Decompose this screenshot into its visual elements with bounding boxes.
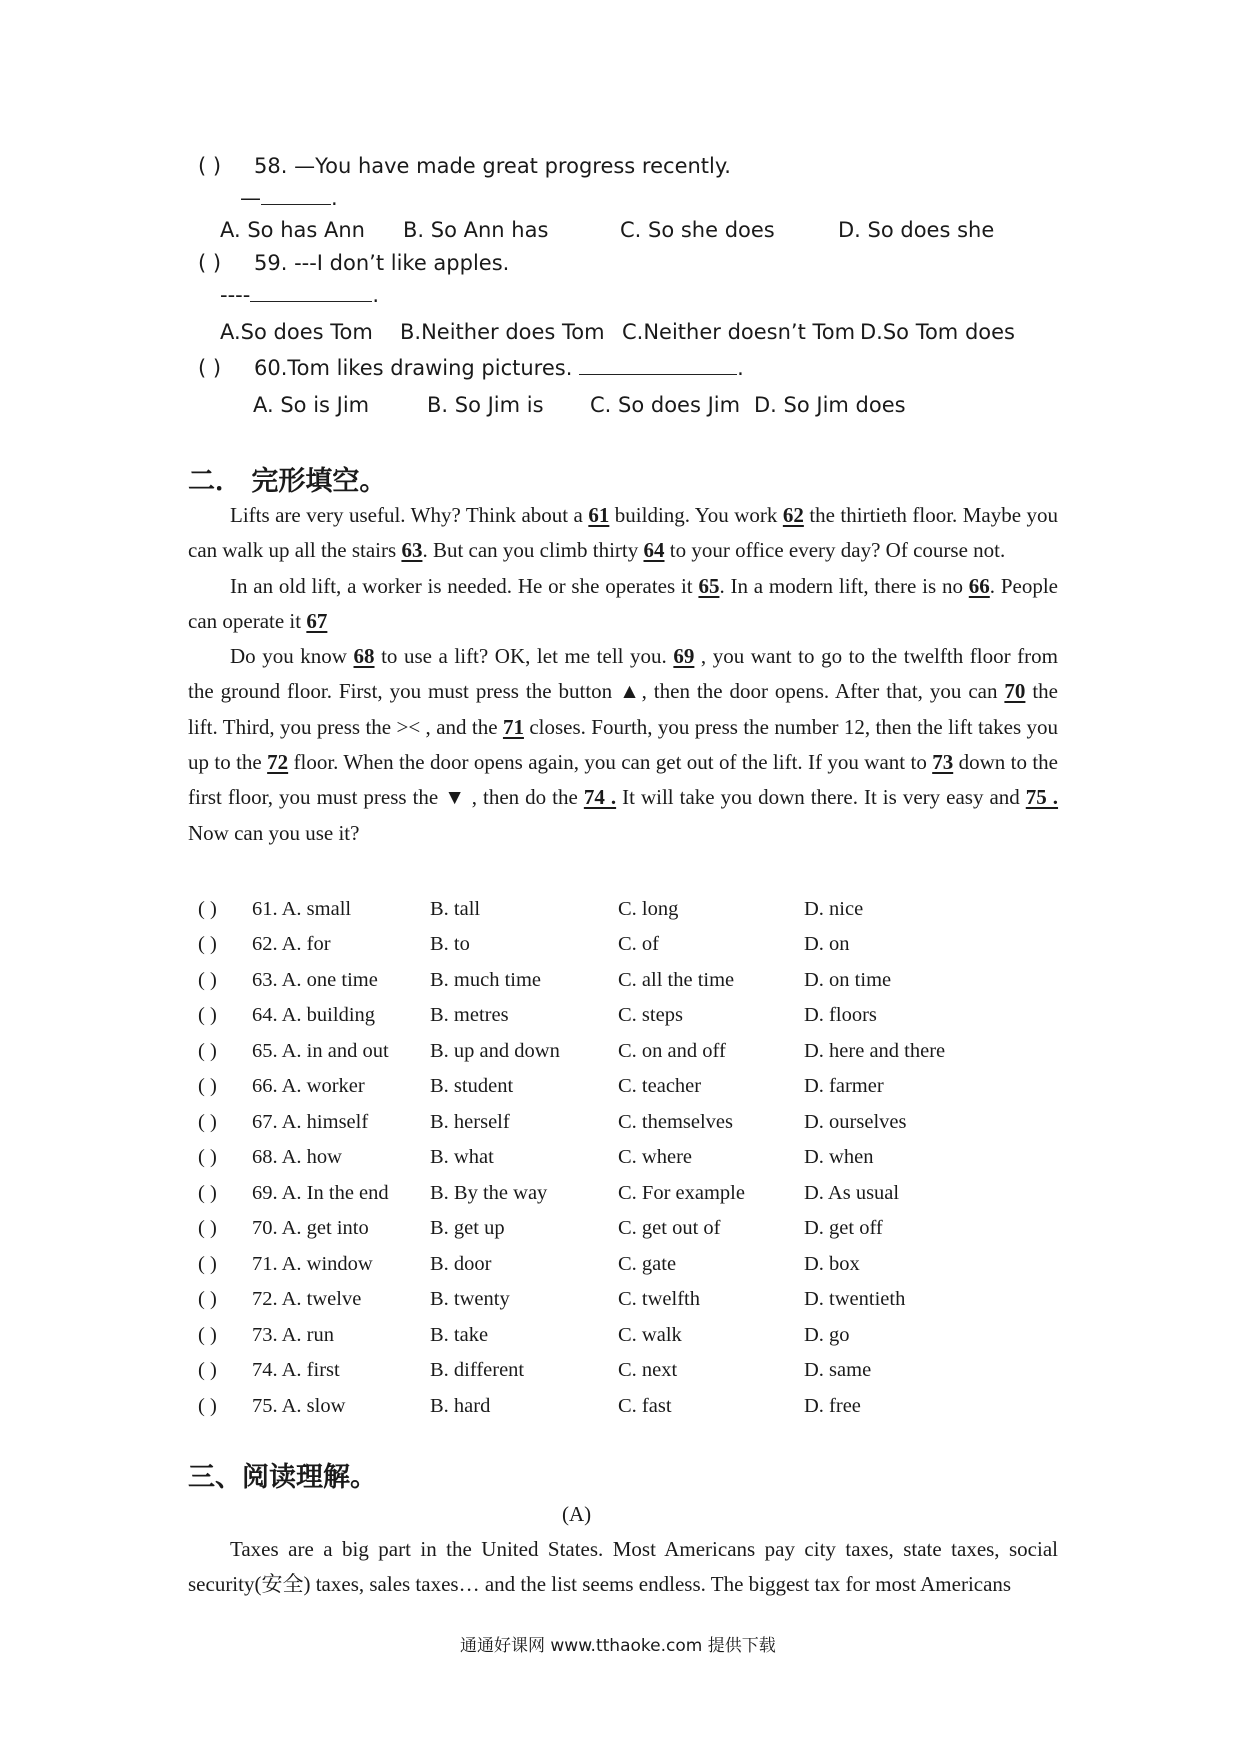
option-60-a: A. So is Jim <box>253 393 370 417</box>
answer-paren: ( ) <box>198 1253 217 1275</box>
passage-text: the thirtieth floor. Maybe you can walk up all the stairs <box>188 503 1058 563</box>
blank-number: 61 <box>588 503 610 527</box>
blank-number: 72 <box>267 750 289 775</box>
option-d: D. free <box>804 1395 861 1417</box>
answer-paren: ( ) <box>198 1004 217 1026</box>
option-b: B. metres <box>430 1004 509 1026</box>
option-d: D. As usual <box>804 1182 900 1204</box>
option-d: D. get off <box>804 1217 883 1239</box>
option-b: B. what <box>430 1146 494 1168</box>
option-b: B. much time <box>430 969 542 991</box>
answer-paren: ( ) <box>198 1040 217 1062</box>
option-c: C. For example <box>618 1182 745 1204</box>
option-d: D. on <box>804 933 850 955</box>
option-60-d: D. So Jim does <box>754 393 906 417</box>
option-b: B. student <box>430 1075 514 1097</box>
answer-paren: ( ) <box>198 1217 217 1239</box>
question-58 <box>198 154 731 178</box>
passage-paragraph: Taxes are a big part in the United States. Most Americans pay city taxes, state taxes, social security(安全) taxes, sales taxes… and the list seems endless. The biggest tax for most Americans <box>188 1537 1058 1597</box>
passage-text: Now can you use it? <box>188 820 360 845</box>
passage-text: Lifts are very useful. Why? Think about a <box>230 503 589 527</box>
footer-source: 通通好课网 www.tthaoke.com 提供下载 <box>460 1636 776 1656</box>
option-59-b: B.Neither does Tom <box>400 320 605 344</box>
option-d: D. on time <box>804 969 892 991</box>
question-60 <box>198 356 744 380</box>
option-c: C. where <box>618 1146 693 1168</box>
answer-line-58 <box>240 186 338 210</box>
passage-text: the lift. Third, you press the >< , and the <box>188 679 1059 739</box>
option-d: D. ourselves <box>804 1111 907 1133</box>
passage-text: building. You work <box>609 503 783 527</box>
answer-paren: ( ) <box>198 1075 217 1097</box>
option-c: C. of <box>618 933 659 955</box>
passage-text: . In a modern lift, there is no <box>719 573 969 598</box>
option-b: B. different <box>430 1359 525 1381</box>
option-a: 74. A. first <box>252 1359 340 1381</box>
answer-prefix: ---- <box>220 283 251 307</box>
option-b: B. up and down <box>430 1040 560 1062</box>
option-d: D. twentieth <box>804 1288 906 1310</box>
option-b: B. get up <box>430 1217 505 1239</box>
option-b: B. take <box>430 1324 489 1346</box>
passage-paragraph <box>188 569 1058 640</box>
option-c: C. next <box>618 1359 678 1381</box>
option-c: C. walk <box>618 1324 682 1346</box>
option-59-d: D.So Tom does <box>860 320 1015 344</box>
option-c: C. themselves <box>618 1111 734 1133</box>
blank-number: 68 <box>353 644 375 669</box>
option-c: C. gate <box>618 1253 677 1275</box>
blank-number: 64 <box>643 538 665 563</box>
reading-passage <box>188 1532 1058 1603</box>
answer-paren: ( ) <box>198 1359 217 1381</box>
answer-paren: ( ) <box>198 1146 217 1168</box>
answer-paren: ( ) <box>198 154 222 178</box>
option-58-d: D. So does she <box>838 218 995 242</box>
question-stem: 59. ---I don’t like apples. <box>254 251 510 275</box>
passage-paragraph <box>188 498 1058 569</box>
option-b: B. By the way <box>430 1182 548 1204</box>
blank-number: 71 <box>502 714 524 739</box>
option-c: C. teacher <box>618 1075 702 1097</box>
option-c: C. long <box>618 898 679 920</box>
passage-text: floor. When the door opens again, you can get out of the lift. If you want to <box>288 750 933 775</box>
option-c: C. all the time <box>618 969 735 991</box>
answer-suffix: . <box>737 356 744 380</box>
answer-blank <box>250 283 372 302</box>
question-stem: 60.Tom likes drawing pictures. <box>254 356 573 380</box>
option-b: B. to <box>430 933 470 955</box>
passage-text: Do you know <box>230 644 354 669</box>
answer-paren: ( ) <box>198 251 222 275</box>
option-a: 68. A. how <box>252 1146 342 1168</box>
passage-text: . People can operate it <box>188 573 1059 633</box>
answer-blank <box>579 356 737 375</box>
answer-blank <box>261 186 331 205</box>
blank-number: 62 <box>782 503 804 527</box>
passage-paragraph <box>188 639 1058 851</box>
option-d: D. nice <box>804 898 864 920</box>
blank-number: 67 <box>306 608 328 633</box>
passage-text: In an old lift, a worker is needed. He or she operates it <box>230 573 699 598</box>
cloze-passage <box>188 498 1058 851</box>
blank-number: 73 <box>932 750 954 775</box>
option-d: D. here and there <box>804 1040 946 1062</box>
option-a: 69. A. In the end <box>252 1182 389 1204</box>
blank-number: 75 . <box>1025 785 1059 810</box>
option-a: 71. A. window <box>252 1253 373 1275</box>
blank-number: 66 <box>968 573 990 598</box>
blank-number: 65 <box>698 573 720 598</box>
option-a: 70. A. get into <box>252 1217 369 1239</box>
answer-paren: ( ) <box>198 1111 217 1133</box>
answer-suffix: . <box>331 186 338 210</box>
option-a: 66. A. worker <box>252 1075 365 1097</box>
option-59-a: A.So does Tom <box>220 320 373 344</box>
blank-number: 70 <box>1004 679 1026 704</box>
blank-number: 74 . <box>583 785 617 810</box>
passage-text: . But can you climb thirty <box>422 538 644 563</box>
option-c: C. get out of <box>618 1217 721 1239</box>
option-b: B. herself <box>430 1111 510 1133</box>
passage-label: (A) <box>562 1502 592 1526</box>
answer-prefix: — <box>240 186 261 210</box>
option-a: 64. A. building <box>252 1004 376 1026</box>
option-b: B. hard <box>430 1395 491 1417</box>
option-a: 65. A. in and out <box>252 1040 389 1062</box>
option-a: 75. A. slow <box>252 1395 346 1417</box>
passage-text: to use a lift? OK, let me tell you. <box>374 644 674 669</box>
answer-suffix: . <box>372 283 379 307</box>
option-a: 67. A. himself <box>252 1111 369 1133</box>
option-b: B. tall <box>430 898 481 920</box>
option-d: D. box <box>804 1253 860 1275</box>
answer-paren: ( ) <box>198 969 217 991</box>
passage-text: closes. Fourth, you press the number 12, then the lift takes you up to the <box>188 714 1059 775</box>
option-c: C. steps <box>618 1004 683 1026</box>
passage-text: , you want to go to the twelfth floor from the ground floor. First, you must press the button ▲, then the door opens. After that, you can <box>188 644 1058 704</box>
option-a: 62. A. for <box>252 933 331 955</box>
passage-text: down to the first floor, you must press the ▼ , then do the <box>188 750 1058 810</box>
blank-number: 69 <box>673 644 695 669</box>
option-b: B. door <box>430 1253 492 1275</box>
option-d: D. farmer <box>804 1075 884 1097</box>
answer-paren: ( ) <box>198 898 217 920</box>
option-c: C. twelfth <box>618 1288 700 1310</box>
option-a: 73. A. run <box>252 1324 334 1346</box>
option-a: 61. A. small <box>252 898 352 920</box>
option-58-b: B. So Ann has <box>403 218 549 242</box>
answer-paren: ( ) <box>198 356 222 380</box>
question-stem: 58. —You have made great progress recently. <box>254 154 731 178</box>
option-60-b: B. So Jim is <box>427 393 544 417</box>
answer-paren: ( ) <box>198 1182 217 1204</box>
section-2-title: 二． 完形填空。 <box>188 466 387 497</box>
passage-text: to your office every day? Of course not. <box>664 538 1006 563</box>
option-a: 72. A. twelve <box>252 1288 362 1310</box>
option-59-c: C.Neither doesn’t Tom <box>622 320 856 344</box>
answer-paren: ( ) <box>198 1395 217 1417</box>
option-b: B. twenty <box>430 1288 510 1310</box>
option-c: C. fast <box>618 1395 672 1417</box>
answer-line-59 <box>220 283 379 307</box>
section-3-title: 三、阅读理解。 <box>188 1462 377 1493</box>
question-59 <box>198 251 509 275</box>
answer-paren: ( ) <box>198 1288 217 1310</box>
option-58-a: A. So has Ann <box>220 218 365 242</box>
option-d: D. go <box>804 1324 850 1346</box>
option-a: 63. A. one time <box>252 969 378 991</box>
option-d: D. when <box>804 1146 874 1168</box>
passage-text: It will take you down there. It is very easy and <box>616 785 1026 810</box>
option-58-c: C. So she does <box>620 218 775 242</box>
option-d: D. floors <box>804 1004 877 1026</box>
answer-paren: ( ) <box>198 1324 217 1346</box>
blank-number: 63 <box>401 538 423 563</box>
option-d: D. same <box>804 1359 872 1381</box>
option-60-c: C. So does Jim <box>590 393 741 417</box>
option-c: C. on and off <box>618 1040 726 1062</box>
answer-paren: ( ) <box>198 933 217 955</box>
